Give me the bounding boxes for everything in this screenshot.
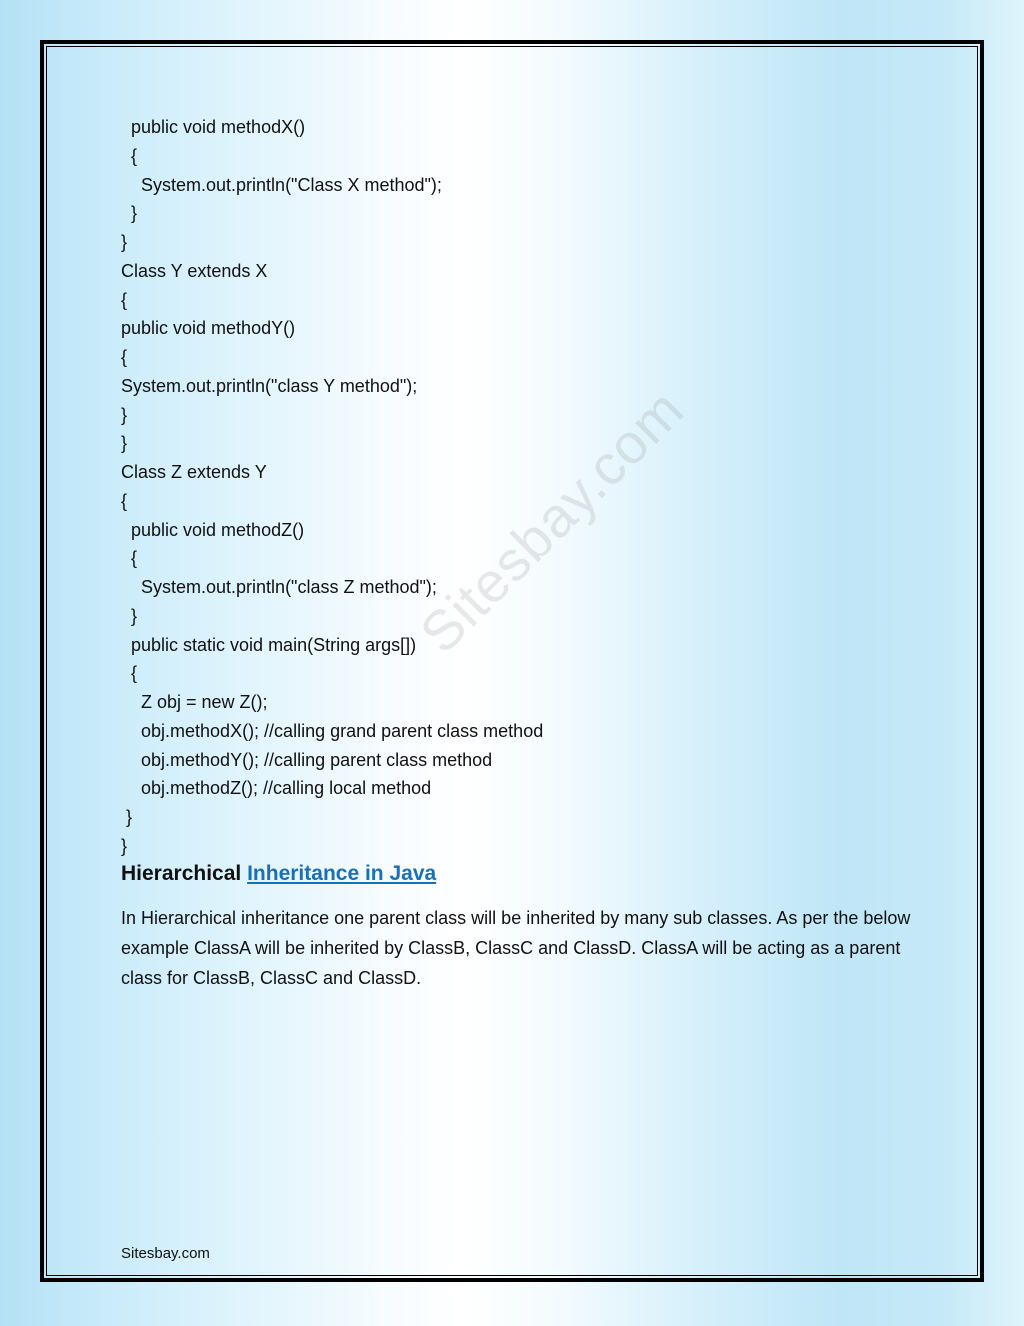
code-line: { bbox=[121, 289, 128, 310]
code-line: public void methodY() bbox=[121, 318, 296, 339]
code-line: public static void main(String args[]) bbox=[121, 634, 417, 655]
code-line: } bbox=[121, 835, 128, 856]
code-line: Z obj = new Z(); bbox=[121, 692, 268, 712]
code-line: { bbox=[121, 347, 128, 367]
code-line: obj.methodZ(); //calling local method bbox=[121, 778, 432, 799]
code-line: } bbox=[121, 605, 138, 626]
code-line: public void methodX() bbox=[121, 117, 306, 137]
code-line: System.out.println("class Y method"); bbox=[121, 375, 418, 396]
watermark: Sitesbay.com bbox=[407, 376, 696, 665]
section-heading bbox=[121, 858, 436, 890]
code-line: { bbox=[121, 663, 138, 684]
inheritance-link[interactable]: Inheritance in Java bbox=[247, 862, 437, 885]
footer-site-name: Sitesbay.com bbox=[121, 1245, 210, 1262]
code-line: public void methodZ() bbox=[121, 519, 305, 540]
code-line: } bbox=[121, 203, 138, 224]
code-line: { bbox=[121, 490, 128, 511]
code-line: } bbox=[121, 433, 128, 454]
heading-plain-text: Hierarchical bbox=[121, 862, 242, 885]
code-line: } bbox=[121, 404, 128, 425]
code-line: Class Z extends Y bbox=[121, 462, 267, 482]
code-line: System.out.println("class Z method"); bbox=[121, 577, 437, 597]
code-line: obj.methodY(); //calling parent class method bbox=[121, 749, 493, 770]
code-line: Class Y extends X bbox=[121, 260, 268, 281]
code-line: { bbox=[121, 548, 138, 569]
code-listing bbox=[121, 113, 881, 861]
code-line: { bbox=[121, 145, 138, 166]
code-line: System.out.println("Class X method"); bbox=[121, 174, 442, 195]
code-line: } bbox=[121, 232, 128, 252]
body-paragraph: In Hierarchical inheritance one parent class will be inherited by many sub classes. As per the below example ClassA will be inherited by ClassB, ClassC and ClassD. ClassA will be acting as a parent class for ClassB, ClassC and ClassD. bbox=[121, 908, 911, 988]
code-line: } bbox=[121, 807, 133, 827]
code-line: obj.methodX(); //calling grand parent class method bbox=[121, 720, 544, 741]
